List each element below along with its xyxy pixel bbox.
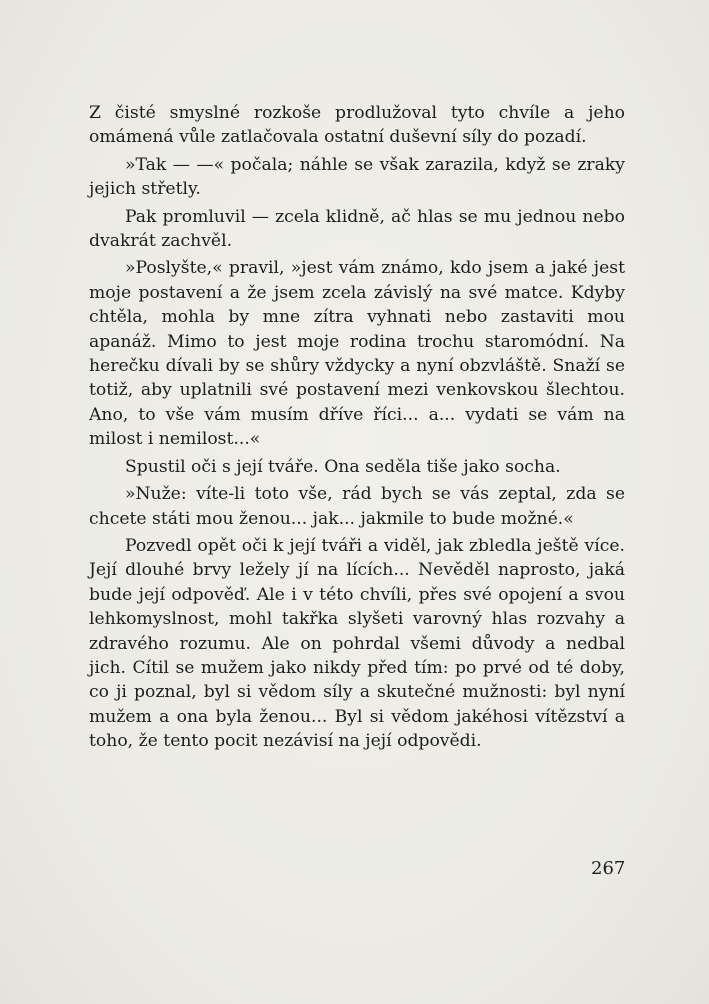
paragraph-2: »Tak — —« počala; náhle se však zarazila, když se zraky jejich střetly. (89, 154, 625, 200)
body-text (89, 101, 625, 757)
paragraph-1: Z čisté smyslné rozkoše prodlužoval tyto chvíle a jeho omámená vůle zatlačovala ostatní duševní síly do pozadí. (89, 103, 625, 148)
paragraph-7: Pozvedl opět oči k její tváři a viděl, jak zbledla ještě více. Její dlouhé brvy ležely jí na lících... Nevěděl naprosto, jaká bude její odpověď. Ale i v této chvíli, přes své opojení a svou lehkomyslnost, mohl takřka slyšeti varovný hlas rozvahy a zdravého rozumu. Ale on pohrdal všemi důvody a nedbal jich. Cítil se mužem jako nikdy před tím: po prvé od té doby, co ji poznal, byl si vědom síly a skutečné mužnosti: byl nyní mužem a ona byla ženou... Byl si vědom jakéhosi vítězství a toho, že tento pocit nezávisí na její odpovědi. (89, 535, 625, 752)
paragraph-5: Spustil oči s její tváře. Ona seděla tiše jako socha. (125, 456, 561, 477)
paragraph-4: »Poslyšte,« pravil, »jest vám známo, kdo jsem a jaké jest moje postavení a že jsem zcela závislý na své matce. Kdyby chtěla, mohla by mne zítra vyhnati nebo zastaviti mou apanáž. Mimo to jest moje rodina trochu staromódní. Na herečku dívali by se shůry vždycky a nyní obzvláště. Snaží se totiž, aby uplatnili své postavení mezi venkovskou šlechtou. Ano, to vše vám musím dříve říci... a... vydati se vám na milost i nemilost...« (89, 258, 625, 450)
page-number: 267 (591, 858, 626, 879)
paragraph-3: Pak promluvil — zcela klidně, ač hlas se mu jednou nebo dvakrát zachvěl. (89, 206, 625, 252)
paragraph-6: »Nuže: víte-li toto vše, rád bych se vás zeptal, zda se chcete státi mou ženou... jak... jakmile to bude možné.« (89, 484, 625, 529)
